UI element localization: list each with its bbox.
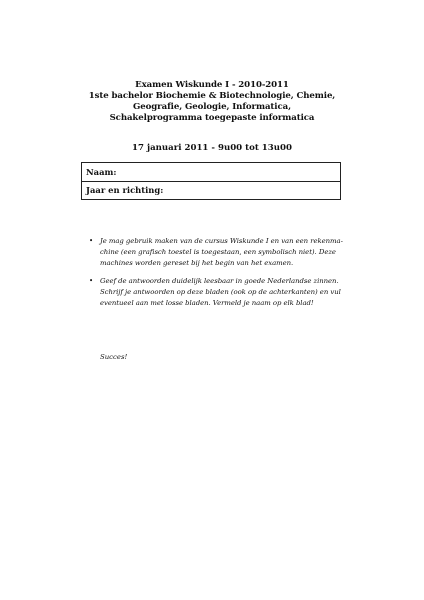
list-item xyxy=(88,236,343,268)
closing-text: Succes! xyxy=(100,353,128,361)
instruction-line: machines worden gereset bij het begin van het examen. xyxy=(100,258,294,267)
list-item xyxy=(88,276,340,308)
programme-line-1: 1ste bachelor Biochemie & Biotechnologie, Chemie, xyxy=(88,91,336,101)
bullet-icon: • xyxy=(89,277,94,286)
name-field[interactable] xyxy=(82,163,340,182)
instruction-line: eventueel aan met losse bladen. Vermeld je naam op elk blad! xyxy=(100,298,314,307)
programme-line-3: Schakelprogramma toegepaste informatica xyxy=(109,113,315,123)
study-field[interactable] xyxy=(82,181,340,200)
instruction-line: chine (een grafisch toestel is toegestaan, een symbolisch niet). Deze xyxy=(100,247,336,256)
study-label: Jaar en richting: xyxy=(86,185,164,195)
exam-date: 17 januari 2011 - 9u00 tot 13u00 xyxy=(132,143,292,153)
instructions-list xyxy=(88,236,343,317)
name-label: Naam: xyxy=(86,167,117,177)
instruction-line: Je mag gebruik maken van de cursus Wiskunde I en van een rekenma- xyxy=(100,237,343,245)
instruction-line: Schrijf je antwoorden op deze bladen (ook op de achterkanten) en vul xyxy=(100,288,341,297)
exam-header xyxy=(60,80,364,124)
exam-title: Examen Wiskunde I - 2010-2011 xyxy=(135,80,289,90)
bullet-icon: • xyxy=(89,237,94,245)
student-info-box xyxy=(81,162,341,200)
programme-line-2: Geografie, Geologie, Informatica, xyxy=(133,102,291,112)
instruction-line: Geef de antwoorden duidelijk leesbaar in goede Nederlandse zinnen. xyxy=(100,277,339,286)
